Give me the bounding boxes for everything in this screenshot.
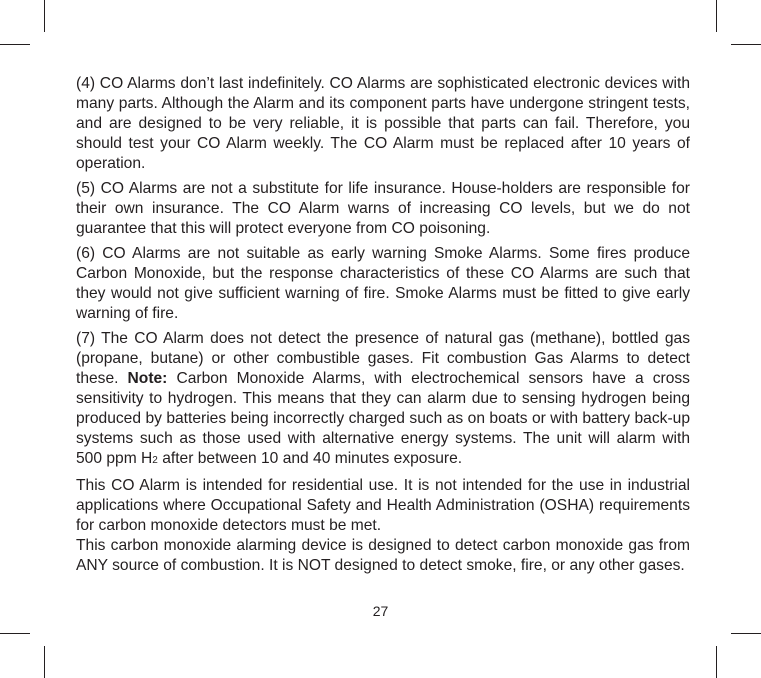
paragraph-7 xyxy=(76,329,690,471)
paragraph-5: (5) CO Alarms are not a substitute for life insurance. House-holders are responsible for their own insurance. The CO Alarm warns of increasing CO levels, but we do not guarantee that this will protect everyone from CO poisoning. xyxy=(76,180,690,237)
page-number: 27 xyxy=(372,603,389,619)
crop-mark-bottom-left-vertical xyxy=(44,646,45,678)
paragraph-6: (6) CO Alarms are not suitable as early warning Smoke Alarms. Some fires produce Carbon Monoxide, but the response characteristics of these CO Alarms are such that they would not give sufficient warning of fire. Smoke Alarms must be fitted to give early warning of fire. xyxy=(76,245,690,322)
crop-mark-top-left-vertical xyxy=(44,0,45,32)
paragraph-residential-use: This CO Alarm is intended for residential use. It is not intended for the use in industrial applications where Occupational Safety and Health Administration (OSHA) requirements for carbon monoxide detectors must be met. xyxy=(76,477,690,534)
crop-mark-top-right-vertical xyxy=(716,0,717,32)
crop-mark-bottom-left-horizontal xyxy=(0,633,30,634)
note-label: Note: xyxy=(127,370,168,387)
hydrogen-subscript: 2 xyxy=(152,455,158,466)
paragraph-any-source: This carbon monoxide alarming device is designed to detect carbon monoxide gas from ANY source of combustion. It is NOT designed to detect smoke, fire, or any other gases. xyxy=(76,537,690,574)
crop-mark-bottom-right-horizontal xyxy=(731,633,761,634)
crop-mark-top-right-horizontal xyxy=(731,44,761,45)
crop-mark-bottom-right-vertical xyxy=(716,646,717,678)
paragraph-7-end: after between 10 and 40 minutes exposure. xyxy=(162,450,463,467)
document-body xyxy=(76,74,690,576)
paragraph-7-note-text: Carbon Monoxide Alarms, with electrochemical sensors have a cross sensitivity to hydrogen. This means that they can alarm due to sensing hydrogen being produced by batteries being incorrectly charged such as on boats or with battery back-up systems such as those used with alternative energy systems. The unit will alarm with 500 ppm H xyxy=(76,370,690,467)
crop-mark-top-left-horizontal xyxy=(0,44,30,45)
paragraph-4: (4) CO Alarms don’t last indefinitely. CO Alarms are sophisticated electronic devices with many parts. Although the Alarm and its component parts have undergone stringent tests, and are designed to be very reliable, it is possible that parts can fail. Therefore, you should test your CO Alarm weekly. The CO Alarm must be replaced after 10 years of operation. xyxy=(76,75,690,172)
paragraph-7-text: (7) The CO Alarm does not detect the presence of natural gas (methane), bottled gas (propane, butane) or other combustible gases. Fit combustion Gas Alarms to detect these. xyxy=(76,330,690,387)
